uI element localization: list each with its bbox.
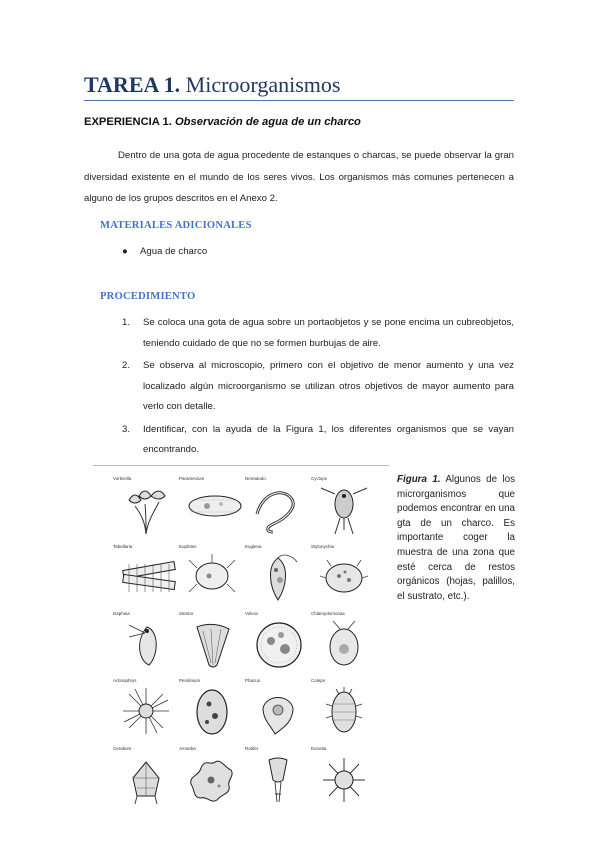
organism-paramecium: Paramecium xyxy=(179,476,245,538)
organism-coleps: Coleps xyxy=(311,678,377,740)
organism-phacus: Phacus xyxy=(245,678,311,740)
intro-text: Dentro de una gota de agua procedente de estanques o charcas, se puede observar la gran diversidad existente en el mundo de los seres vivos. Los organismos más comunes pertenecen a alguno de los grupos descritos en el Anexo 2. xyxy=(84,150,514,204)
tabellaria-illustration xyxy=(121,552,177,598)
ceratium-illustration xyxy=(121,754,171,806)
organism-cyclops: Cyclops xyxy=(311,476,377,538)
procedure-heading: PROCEDIMIENTO xyxy=(100,291,196,302)
procedure-step xyxy=(122,313,514,354)
organism-stylonychia: Stylonychia xyxy=(311,544,377,606)
peridinium-illustration xyxy=(187,686,237,738)
microorganism-figure xyxy=(93,465,389,831)
daphnia-illustration xyxy=(121,619,171,671)
title-text: Microorganismos xyxy=(185,72,341,97)
actinophrys-illustration xyxy=(121,686,171,736)
organism-euglena: Euglena xyxy=(245,544,311,606)
organism-eunotia: Eunotia xyxy=(311,746,377,808)
title-prefix: TAREA 1. xyxy=(84,72,181,97)
caption-heading: Figura 1. xyxy=(397,474,441,485)
step-text: Se coloca una gota de agua sobre un portaobjetos y se pone encima un cubreobjetos, teniendo cuidado de que no se formen burbujas de aire. xyxy=(143,317,514,349)
organism-actinophrys: Actinophrys xyxy=(113,678,179,740)
step-number: 3. xyxy=(122,423,131,435)
procedure-list xyxy=(122,313,514,463)
step-text: Identificar, con la ayuda de la Figura 1, los diferentes organismos que se vayan encontrando. xyxy=(143,423,514,455)
organism-volvox: Volvox xyxy=(245,611,311,673)
step-number: 1. xyxy=(122,317,131,328)
nematode-illustration xyxy=(253,484,309,534)
materials-item xyxy=(122,246,207,257)
organism-chlamydomonas: Chlamydomonas xyxy=(311,611,377,673)
euglena-illustration xyxy=(253,552,303,604)
caption-text: Algunos de los microrganismos que podemos encontrar en una gta de un charco. Es importante coger la muestra de una zona que esté cerca de restos orgánicos (hojas, palillos, el sustrato, etc.). xyxy=(397,474,515,602)
title-divider xyxy=(84,100,514,101)
paramecium-illustration xyxy=(187,484,243,524)
organism-vorticella: Vorticella xyxy=(113,476,179,538)
organism-ceratium: Ceratium xyxy=(113,746,179,808)
amoeba-illustration xyxy=(187,754,237,806)
organism-nematode: Nematodo xyxy=(245,476,311,538)
step-text: Se observa al microscopio, primero con el objetivo de menor aumento y una vez localizado algún microorganismo se utilizan otros objetivos de mayor aumento para verlo con detalle. xyxy=(143,360,514,412)
stylonychia-illustration xyxy=(319,552,369,602)
chlamydomonas-illustration xyxy=(319,619,369,671)
coleps-illustration xyxy=(319,686,369,738)
materials-heading: MATERIALES ADICIONALES xyxy=(100,220,252,231)
phacus-illustration xyxy=(253,686,303,738)
euplotes-illustration xyxy=(187,552,237,598)
procedure-step xyxy=(122,356,514,418)
eunotia-illustration xyxy=(319,754,369,806)
stentor-illustration xyxy=(187,619,237,671)
page-title xyxy=(84,72,514,98)
cyclops-illustration xyxy=(319,484,369,536)
organism-tabellaria: Tabellaria xyxy=(113,544,179,606)
organism-daphnia: Daphnia xyxy=(113,611,179,673)
experience-label: EXPERIENCIA 1. xyxy=(84,116,172,128)
organism-amoeba: Amoeba xyxy=(179,746,245,808)
materials-item-text: Agua de charco xyxy=(140,246,208,257)
bullet-icon: ● xyxy=(122,246,128,257)
experience-title: Observación de agua de un charco xyxy=(174,116,361,128)
vorticella-illustration xyxy=(121,484,171,536)
procedure-step xyxy=(122,420,514,461)
organism-peridinium: Peridinium xyxy=(179,678,245,740)
rotifer-illustration xyxy=(253,754,303,806)
volvox-illustration xyxy=(253,619,305,671)
organism-euplotes: Euplotes xyxy=(179,544,245,606)
step-number: 2. xyxy=(122,360,131,371)
figure-caption xyxy=(397,473,515,604)
intro-paragraph xyxy=(84,145,514,210)
organism-rotifer: Rotifer xyxy=(245,746,311,808)
experience-heading xyxy=(84,116,361,128)
organism-stentor: Stentor xyxy=(179,611,245,673)
